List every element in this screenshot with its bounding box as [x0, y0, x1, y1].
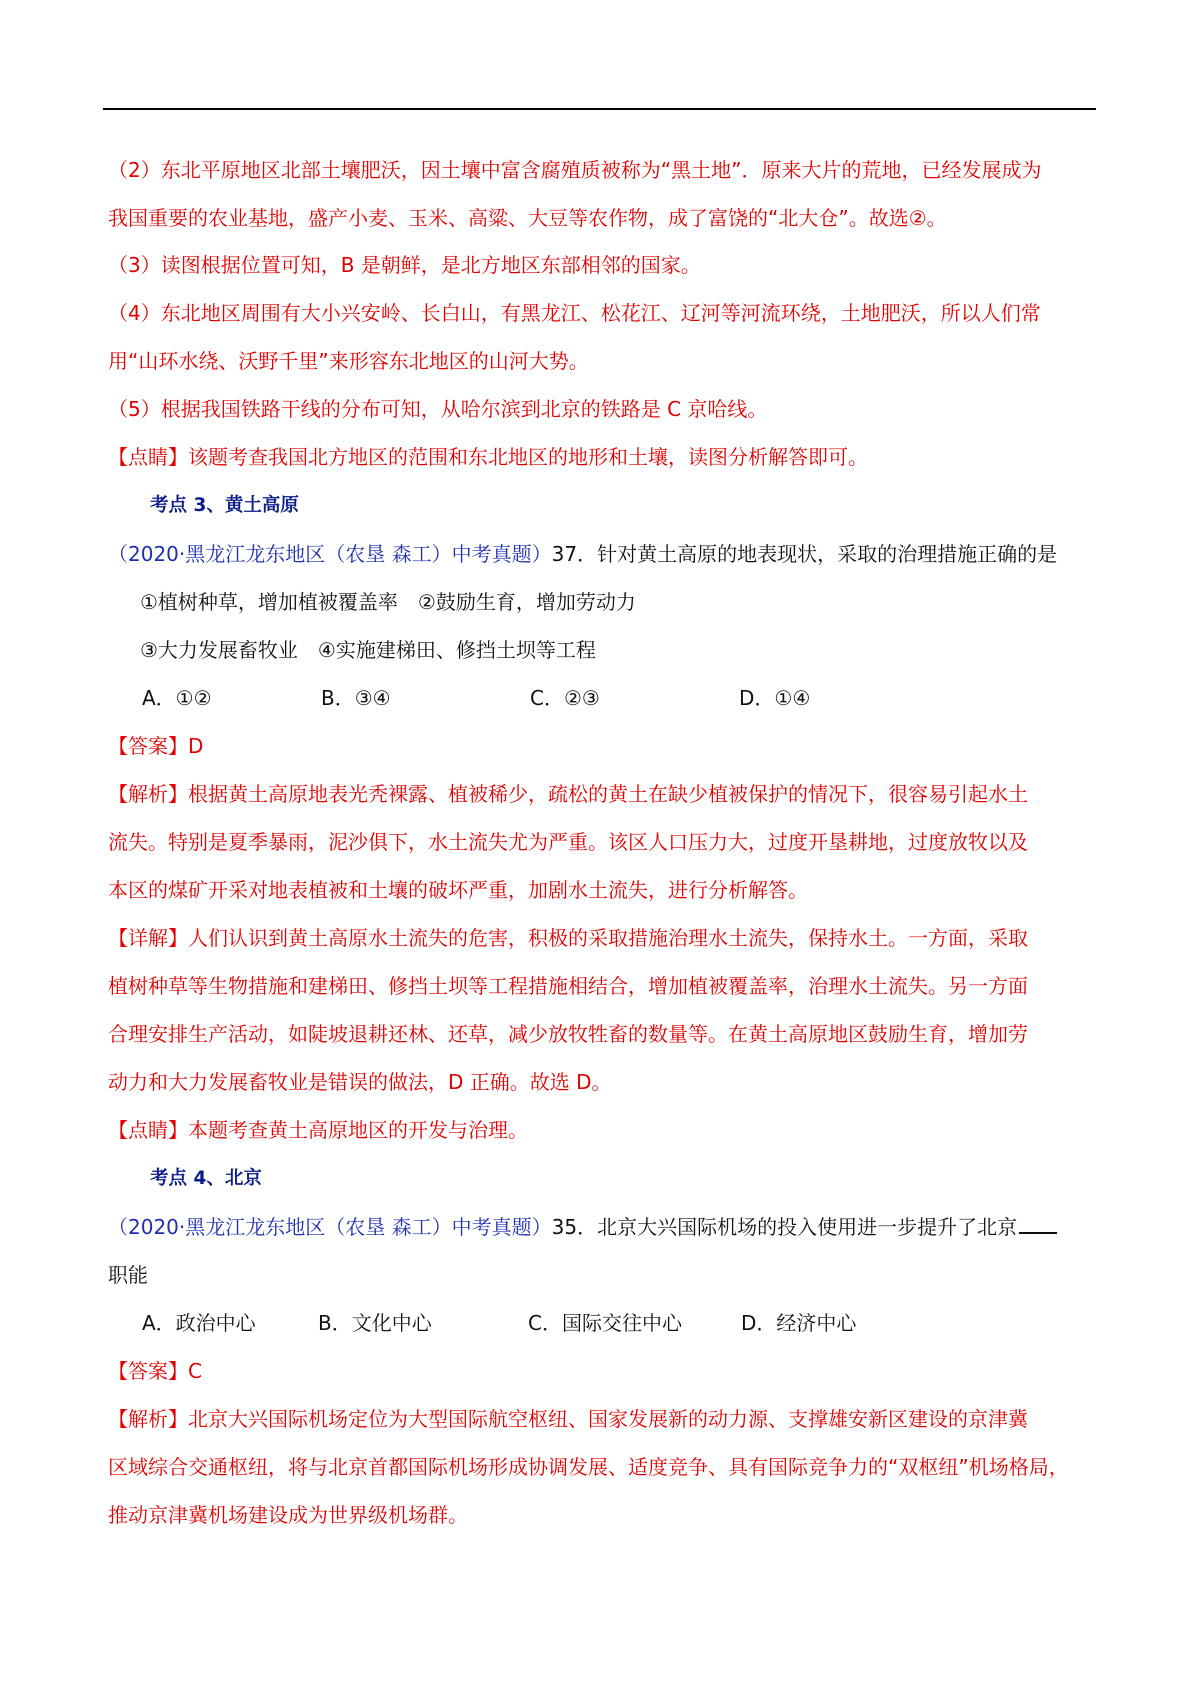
comment-line: 【点睛】本题考查黄土高原地区的开发与治理。	[108, 1118, 528, 1142]
question-source: （2020·黑龙江龙东地区（农垦 森工）中考真题）	[108, 542, 552, 566]
question-items: ①植树种草，增加植被覆盖率 ②鼓励生育，增加劳动力	[140, 590, 636, 614]
option-a: A．政治中心	[142, 1311, 256, 1335]
question-line: 职能	[108, 1263, 148, 1287]
option-c: C．国际交往中心	[528, 1311, 682, 1335]
text-line: 用“山环水绕、沃野千里”来形容东北地区的山河大势。	[108, 349, 589, 373]
text-line: （5）根据我国铁路干线的分布可知，从哈尔滨到北京的铁路是 C 京哈线。	[108, 397, 768, 421]
question-line	[108, 537, 1098, 571]
analysis-line: 区域综合交通枢纽，将与北京首都国际机场形成协调发展、适度竞争、具有国际竞争力的“双枢纽”机场格局，	[108, 1455, 1069, 1479]
question-items: ③大力发展畜牧业 ④实施建梯田、修挡土坝等工程	[140, 638, 596, 662]
analysis-line: 推动京津冀机场建设成为世界级机场群。	[108, 1503, 468, 1527]
option-d: D．①④	[739, 686, 811, 710]
detail-line: 动力和大力发展畜牧业是错误的做法，D 正确。故选 D。	[108, 1070, 612, 1094]
answer-blank	[1019, 1212, 1057, 1234]
text-line: （3）读图根据位置可知，B 是朝鲜，是北方地区东部相邻的国家。	[108, 253, 701, 277]
comment-line: 【点睛】该题考查我国北方地区的范围和东北地区的地形和土壤，读图分析解答即可。	[108, 445, 868, 469]
analysis-line: 流失。特别是夏季暴雨，泥沙俱下，水土流失尤为严重。该区人口压力大，过度开垦耕地，过度放牧以及	[108, 830, 1028, 854]
question-line	[108, 1210, 1098, 1244]
detail-line: 植树种草等生物措施和建梯田、修挡土坝等工程措施相结合，增加植被覆盖率，治理水土流失。另一方面	[108, 974, 1028, 998]
options-row	[108, 1306, 1098, 1340]
header-rule	[103, 108, 1096, 110]
detail-line: 合理安排生产活动，如陡坡退耕还林、还草，减少放牧牲畜的数量等。在黄土高原地区鼓励生育，增加劳	[108, 1022, 1028, 1046]
analysis-line: 【解析】根据黄土高原地表光秃裸露、植被稀少，疏松的黄土在缺少植被保护的情况下，很容易引起水土	[108, 782, 1028, 806]
option-c: C．②③	[530, 686, 600, 710]
analysis-line: 【解析】北京大兴国际机场定位为大型国际航空枢纽、国家发展新的动力源、支撑雄安新区建设的京津冀	[108, 1407, 1028, 1431]
text-line: （2）东北平原地区北部土壤肥沃，因土壤中富含腐殖质被称为“黑土地”．原来大片的荒地，已经发展成为	[108, 158, 1042, 182]
analysis-line: 本区的煤矿开采对地表植被和土壤的破坏严重，加剧水土流失，进行分析解答。	[108, 878, 808, 902]
option-b: B．文化中心	[318, 1311, 432, 1335]
answer-line: 【答案】D	[108, 734, 204, 758]
options-row	[108, 681, 1098, 715]
question-text: 35．北京大兴国际机场的投入使用进一步提升了北京	[551, 1215, 1018, 1239]
option-a: A．①②	[142, 686, 212, 710]
question-source: （2020·黑龙江龙东地区（农垦 森工）中考真题）	[108, 1215, 552, 1239]
detail-line: 【详解】人们认识到黄土高原水土流失的危害，积极的采取措施治理水土流失，保持水土。一方面，采取	[108, 926, 1028, 950]
section-heading: 考点 4、北京	[150, 1168, 262, 1189]
section-heading: 考点 3、黄土高原	[150, 495, 299, 516]
question-text: 37．针对黄土高原的地表现状，采取的治理措施正确的是	[551, 542, 1058, 566]
text-line: 我国重要的农业基地，盛产小麦、玉米、高粱、大豆等农作物，成了富饶的“北大仓”。故选②。	[108, 206, 947, 230]
text-line: （4）东北地区周围有大小兴安岭、长白山，有黑龙江、松花江、辽河等河流环绕，土地肥沃，所以人们常	[108, 301, 1041, 325]
answer-line: 【答案】C	[108, 1359, 202, 1383]
option-b: B．③④	[321, 686, 391, 710]
option-d: D．经济中心	[741, 1311, 857, 1335]
